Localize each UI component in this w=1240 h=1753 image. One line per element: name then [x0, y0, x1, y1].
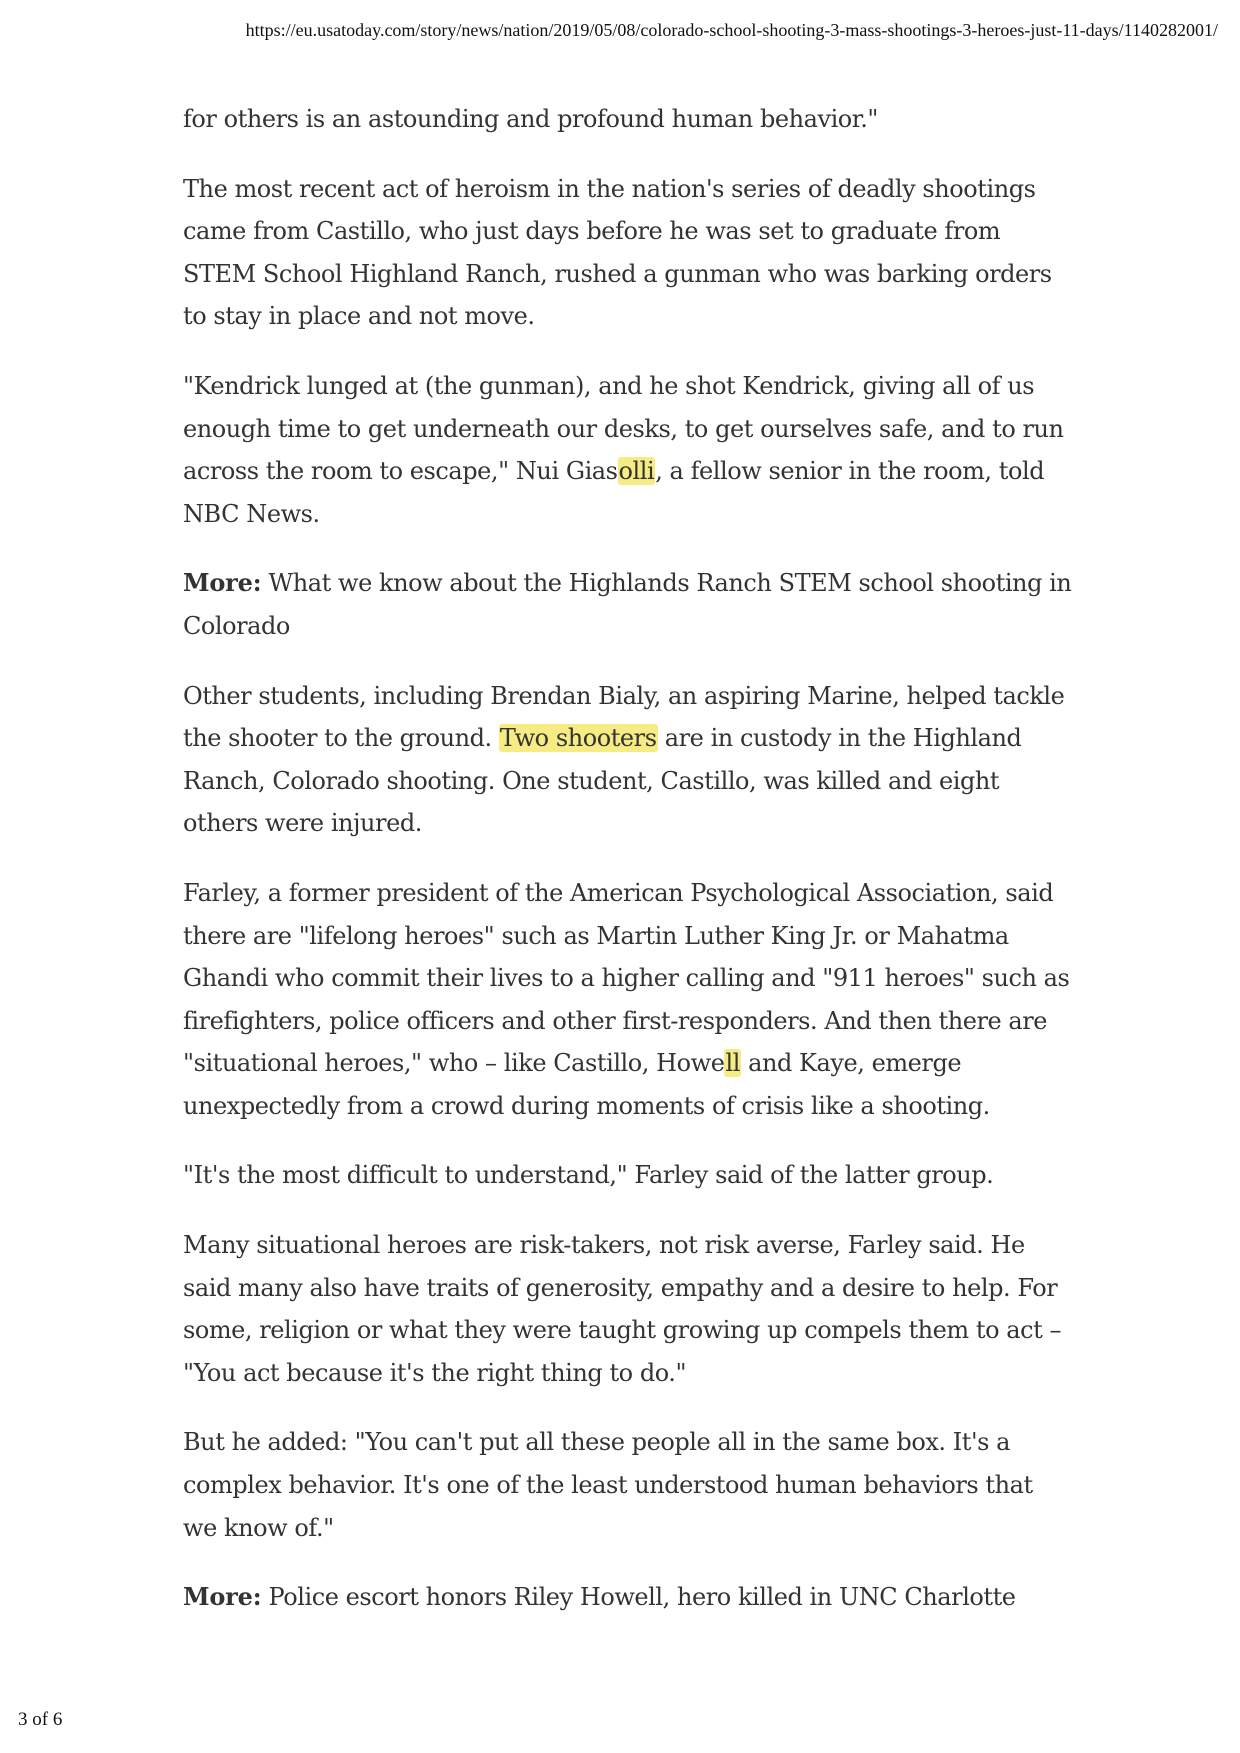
more-link-riley-howell[interactable] [183, 1576, 1073, 1619]
more-link-stem-school[interactable] [183, 562, 1073, 647]
more-link-text[interactable]: Police escort honors Riley Howell, hero killed in UNC Charlotte [268, 1583, 1016, 1612]
paragraph-text: , a fellow senior in the room, told NBC News. [183, 457, 1045, 528]
article-body [183, 98, 1073, 1646]
more-label: More: [183, 1582, 262, 1612]
more-label: More: [183, 568, 262, 598]
more-link-text[interactable]: What we know about the Highlands Ranch STEM school shooting in Colorado [183, 569, 1072, 640]
paragraph-text: Farley, a former president of the American Psychological Association, said there are "lifelong heroes" such as Martin Luther King Jr. or Mahatma Ghandi who commit their lives to a higher calling and "911 heroes" such as firefighters, police officers and other first-responders. And then there are "situational heroes," who – like Castillo, Howe [183, 878, 1070, 1078]
paragraph-text: and Kaye, emerge unexpectedly from a crowd during moments of crisis like a shooting. [183, 1049, 990, 1120]
paragraph-other-students [183, 675, 1073, 845]
paragraph-castillo-heroism: The most recent act of heroism in the nation's series of deadly shootings came from Castillo, who just days before he was set to graduate from STEM School Highland Ranch, rushed a gunman who was barking orders to stay in place and not move. [183, 174, 1052, 331]
highlighted-text: ll [725, 1049, 740, 1078]
page-count: 3 of 6 [18, 1709, 63, 1730]
paragraph-quote-end: for others is an astounding and profound human behavior." [183, 105, 878, 133]
paragraph-difficult-to-understand: "It's the most difficult to understand," Farley said of the latter group. [183, 1161, 994, 1190]
paragraph-text: Other students, including Brendan Bialy, an aspiring Marine, helped tackle the shooter to the ground. [183, 681, 1065, 753]
paragraph-text: are in custody in the Highland Ranch, Colorado shooting. One student, Castillo, was killed and eight others were injured. [183, 724, 1022, 838]
paragraph-farley-heroes [183, 872, 1073, 1128]
highlighted-text: olli [618, 457, 655, 486]
page-url: https://eu.usatoday.com/story/news/nation/2019/05/08/colorado-school-shooting-3-mass-shootings-3-heroes-just-11-days/1140282001/ [245, 20, 1218, 40]
paragraph-text: "Kendrick lunged at (the gunman), and he shot Kendrick, giving all of us enough time to get underneath our desks, to get ourselves safe, and to run across the room to escape," Nui Gias [183, 371, 1064, 486]
highlighted-text: Two shooters [499, 724, 657, 753]
paragraph-same-box: But he added: "You can't put all these people all in the same box. It's a complex behavior. It's one of the least understood human behaviors that we know of." [183, 1428, 1033, 1542]
paragraph-giasolli-quote [183, 365, 1073, 535]
paragraph-risk-takers: Many situational heroes are risk-takers, not risk averse, Farley said. He said many also have traits of generosity, empathy and a desire to help. For some, religion or what they were taught growing up compels them to act – "You act because it's the right thing to do." [183, 1231, 1062, 1387]
